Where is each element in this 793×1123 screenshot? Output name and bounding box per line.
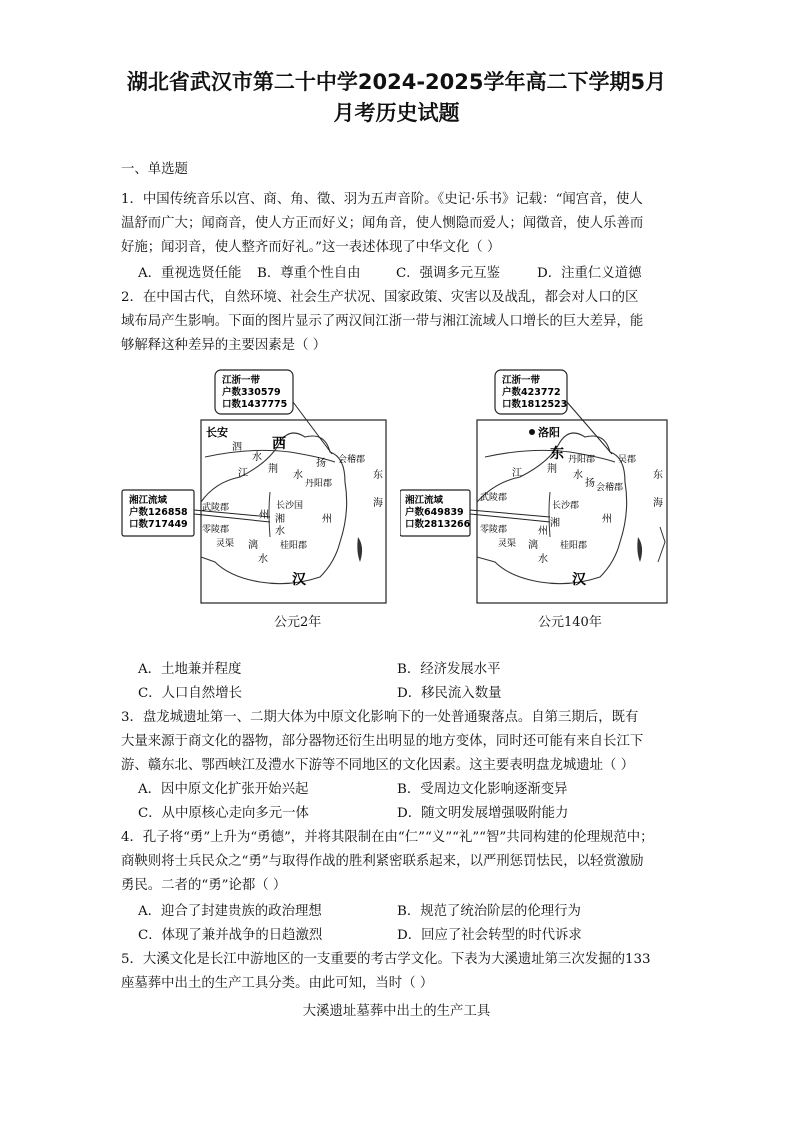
place-label: 湘 <box>550 518 560 529</box>
q3-line: 游、赣东北、鄂西峡江及澧水下游等不同地区的文化因素。这主要表明盘龙城遗址（ ） <box>121 758 635 773</box>
q3-option-d: D．随文明发展增强吸附能力 <box>397 806 569 821</box>
place-label: 武陵郡 <box>202 503 230 513</box>
map-2ad <box>120 362 390 607</box>
q4-option-c: C．体现了兼并战争的日趋激烈 <box>138 928 323 943</box>
place-label: 桂阳郡 <box>280 541 308 551</box>
map-caption: 公元140年 <box>538 615 602 630</box>
river-line <box>549 492 550 537</box>
q2-option-b: B．经济发展水平 <box>397 662 501 677</box>
place-label: 湘 <box>275 514 285 525</box>
box-text: 户数649839 <box>405 507 464 518</box>
section-heading: 一、单选题 <box>121 162 188 177</box>
capital-label: 洛阳 <box>538 426 560 439</box>
q2-option-c: C．人口自然增长 <box>138 686 242 701</box>
q3-line: 大量来源于商文化的器物，部分器物还衍生出明显的地方变体，同时还可能有来自长江下 <box>121 734 644 749</box>
region-char: 汉 <box>572 572 586 588</box>
box-text: 户数423772 <box>502 387 561 398</box>
q2-line: 域布局产生影响。下面的图片显示了两汉间江浙一带与湘江流域人口增长的巨大差异，能 <box>121 314 644 329</box>
q2-option-d: D．移民流入数量 <box>397 686 502 701</box>
place-label: 零陵郡 <box>202 525 230 535</box>
q1-option-b: B．尊重个性自由 <box>257 266 361 281</box>
capital-dot <box>529 429 535 435</box>
q1-option-d: D．注重仁义道德 <box>537 266 642 281</box>
place-label: 丹阳郡 <box>568 455 596 465</box>
box-text: 口数1812523 <box>502 399 568 410</box>
place-label: 长沙国 <box>276 501 304 511</box>
place-label: 水 <box>293 470 303 481</box>
place-label: 江 <box>512 468 522 479</box>
map-caption: 公元2年 <box>274 615 322 630</box>
table-caption: 大溪遗址墓葬中出土的生产工具 <box>302 1004 491 1019</box>
q1-line: 好施；闻羽音，使人整齐而好礼。”这一表述体现了中华文化（ ） <box>121 240 501 255</box>
place-label: 会稽郡 <box>596 483 624 493</box>
place-label: 水 <box>252 452 262 463</box>
q2-option-a: A．土地兼并程度 <box>138 662 242 677</box>
box-text: 口数1437775 <box>222 399 288 410</box>
q2-line: 2．在中国古代，自然环境、社会生产状况、国家政策、灾害以及战乱，都会对人口的区 <box>121 290 639 305</box>
place-label: 州 <box>538 526 548 537</box>
q4-line: 商鞅则将士兵民众之“勇”与取得作战的胜利紧密联系起来，以严刑惩罚怯民，以轻赏激励 <box>121 854 644 869</box>
place-label: 灵渠 <box>216 539 235 549</box>
q3-option-c: C．从中原核心走向多元一体 <box>138 806 309 821</box>
place-label: 漓 <box>528 540 538 551</box>
place-label: 海 <box>373 498 383 509</box>
q3-option-b: B．受周边文化影响逐渐变异 <box>397 782 568 797</box>
place-label: 海 <box>653 498 663 509</box>
place-label: 州 <box>322 514 332 525</box>
pointer-line <box>470 510 550 517</box>
box-text: 口数717449 <box>129 519 188 530</box>
place-label: 长沙郡 <box>552 501 580 511</box>
pointer-line <box>293 402 332 454</box>
region-char: 东 <box>550 446 564 462</box>
island-shape <box>637 537 642 562</box>
q5-line: 5．大溪文化是长江中游地区的一支重要的考古学文化。下表为大溪遗址第三次发掘的133 <box>121 952 651 967</box>
place-label: 水 <box>573 470 583 481</box>
river-line <box>269 492 270 537</box>
place-label: 桂阳郡 <box>560 541 588 551</box>
box-text: 江浙一带 <box>502 375 541 386</box>
q1-option-a: A．重视选贤任能 <box>138 266 242 281</box>
q2-line: 够解释这种差异的主要因素是（ ） <box>121 338 327 353</box>
box-text: 户数330579 <box>222 387 281 398</box>
box-text: 江浙一带 <box>222 375 261 386</box>
place-label: 丹阳郡 <box>305 479 333 489</box>
place-label: 水 <box>258 554 268 565</box>
place-label: 会稽郡 <box>338 455 366 465</box>
place-label: 零陵郡 <box>480 525 508 535</box>
exam-title-line2: 月考历史试题 <box>333 101 460 125</box>
place-label: 州 <box>602 514 612 525</box>
capital-label: 长安 <box>206 426 228 439</box>
q3-option-a: A．因中原文化扩张开始兴起 <box>138 782 309 797</box>
place-label: 江 <box>238 468 248 479</box>
place-label: 漓 <box>248 540 258 551</box>
box-text: 湘江流域 <box>129 495 168 506</box>
pointer-line <box>470 514 550 522</box>
place-label: 武陵郡 <box>480 493 508 503</box>
place-label: 水 <box>538 554 548 565</box>
q1-option-c: C．强调多元互鉴 <box>396 266 500 281</box>
q4-option-b: B．规范了统治阶层的伦理行为 <box>397 904 581 919</box>
q4-line: 勇民。二者的“勇”论都（ ） <box>121 878 287 893</box>
place-label: 州 <box>259 510 269 521</box>
place-label: 吴郡 <box>618 455 637 465</box>
place-label: 东 <box>653 470 663 481</box>
place-label: 荆 <box>268 464 278 475</box>
place-label: 东 <box>373 470 383 481</box>
exam-title-line1: 湖北省武汉市第二十中学2024-2025学年高二下学期5月 <box>126 70 667 94</box>
box-text: 湘江流域 <box>405 495 444 506</box>
place-label: 扬 <box>585 478 595 489</box>
q3-line: 3．盘龙城遗址第一、二期大体为中原文化影响下的一处普通聚落点。自第三期后，既有 <box>121 710 639 725</box>
place-label: 水 <box>275 526 285 537</box>
box-text: 口数2813266 <box>405 519 471 530</box>
place-label: 泗 <box>232 442 242 453</box>
box-text: 户数126858 <box>129 507 188 518</box>
map-140ad <box>400 362 675 607</box>
q5-line: 座墓葬中出土的生产工具分类。由此可知，当时（ ） <box>121 976 434 991</box>
place-label: 荆 <box>547 464 557 475</box>
place-label: 灵渠 <box>498 539 517 549</box>
coastline <box>658 527 665 562</box>
region-char: 西 <box>272 436 286 452</box>
q1-line: 温舒而广大；闻商音，使人方正而好义；闻角音，使人恻隐而爱人；闻徵音，使人乐善而 <box>121 216 644 231</box>
island-shape <box>357 537 362 562</box>
q4-option-d: D．回应了社会转型的时代诉求 <box>397 928 582 943</box>
q4-line: 4．孔子将“勇”上升为“勇德”，并将其限制在由“仁”“义”“礼”“智”共同构建的伦理规范中； <box>121 830 654 845</box>
q1-line: 1．中国传统音乐以宫、商、角、徵、羽为五声音阶。《史记·乐书》记载：“闻宫音，使人 <box>121 192 643 207</box>
region-char: 汉 <box>292 572 306 588</box>
q4-option-a: A．迎合了封建贵族的政治理想 <box>138 904 322 919</box>
place-label: 扬 <box>316 458 326 469</box>
pointer-line <box>567 402 612 454</box>
